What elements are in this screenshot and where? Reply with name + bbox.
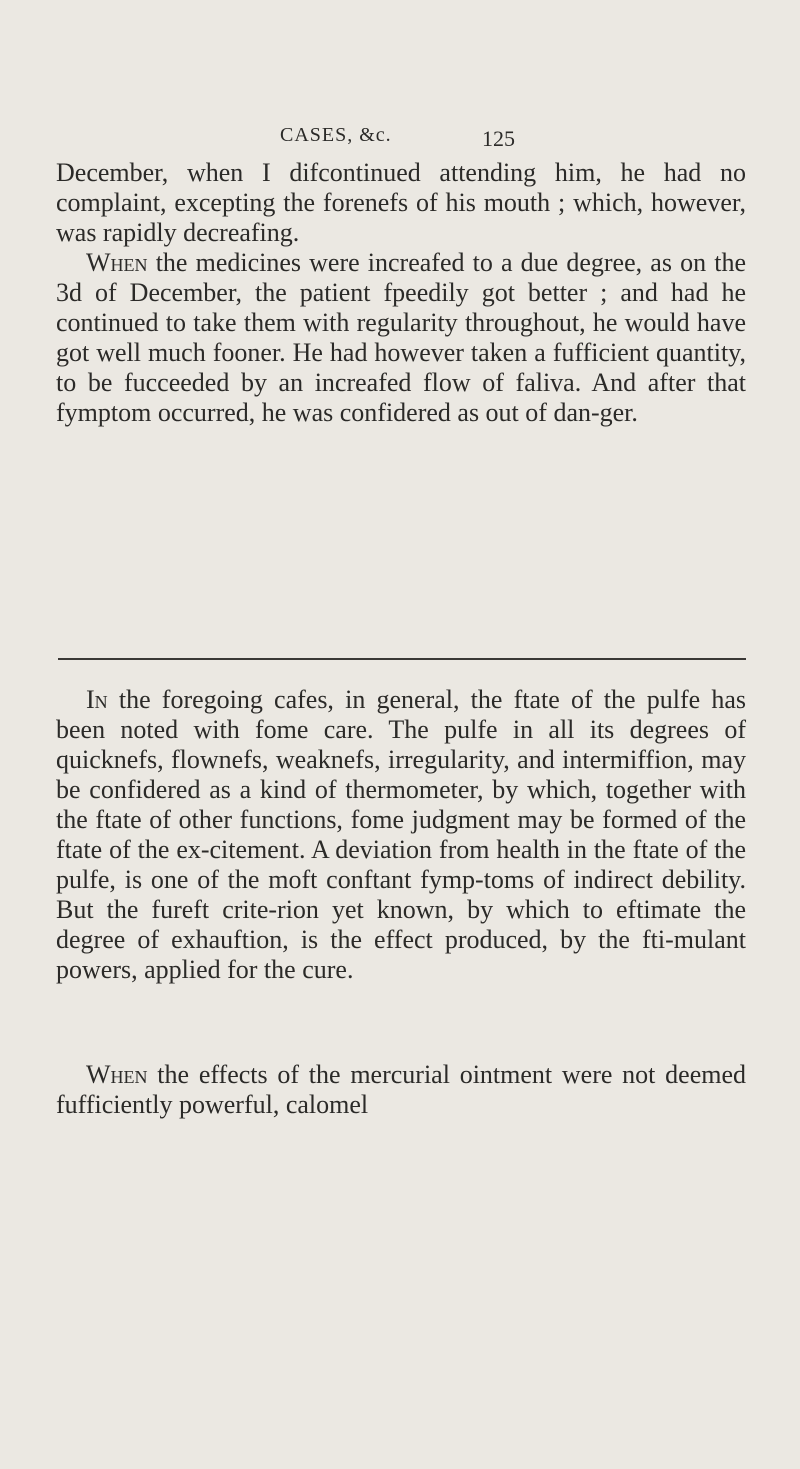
paragraph-continued xyxy=(56,158,746,248)
running-head: CASES, &c. xyxy=(280,124,392,146)
paragraph-text: the effects of the mercurial ointment were not deemed fufficiently powerful, calomel xyxy=(56,1060,746,1119)
paragraph-lead: When xyxy=(86,248,148,277)
page-number: 125 xyxy=(482,126,515,151)
paragraph-pulse xyxy=(56,685,746,985)
paragraph-medicines xyxy=(56,248,746,428)
paragraph-text: the medicines were increafed to a due degree, as on the 3d of December, the patient fpeedily got better ; and had he continued to take them with regularity throughout, he would have got well much fooner. He had however taken a fufficient quantity, to be fucceeded by an increafed flow of faliva. And after that fymptom occurred, he was confidered as out of dan-ger. xyxy=(56,248,746,427)
paragraph-text: the foregoing cafes, in general, the ftate of the pulfe has been noted with fome care. The pulfe in all its degrees of quicknefs, flownefs, weaknefs, irregularity, and intermiffion, may be confidered as a kind of thermometer, by which, together with the ftate of other functions, fome judgment may be formed of the ftate of the ex-citement. A deviation from health in the ftate of the pulfe, is one of the moft conftant fymp-toms of indirect debility. But the fureft crite-rion yet known, by which to eftimate the degree of exhauftion, is the effect produced, by the fti-mulant powers, applied for the cure. xyxy=(56,685,746,984)
page-header xyxy=(250,118,570,158)
text-block-top xyxy=(56,158,746,428)
paragraph-ointment xyxy=(56,1060,746,1120)
paragraph-lead: In xyxy=(86,685,108,714)
text-block-middle xyxy=(56,685,746,985)
text-block-bottom xyxy=(56,1060,746,1120)
paragraph-lead: When xyxy=(86,1060,148,1089)
section-divider xyxy=(58,658,746,660)
paragraph-text: December, when I difcontinued attending him, he had no complaint, excepting the forenefs of his mouth ; which, however, was rapidly decreafing. xyxy=(56,158,746,247)
